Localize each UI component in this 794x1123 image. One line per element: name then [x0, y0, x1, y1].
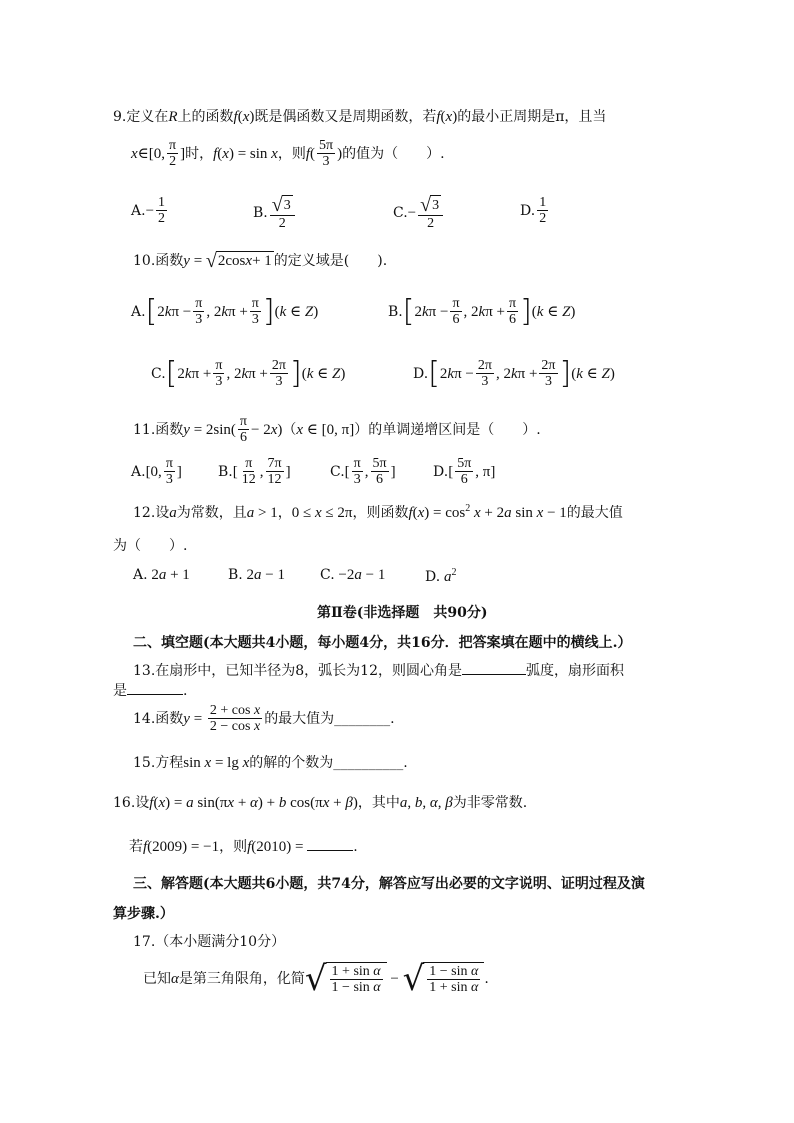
q16: 16.设f(x) = a sin(πx + α) + b cos(πx + β)，其中a, b, α, β为非零常数. — [113, 795, 528, 811]
q15: 15.方程sin x = lg x的解的个数为__________. — [133, 755, 408, 771]
q11-option-d: D.[ $\frac{5\pi}{6}$ , π] — [433, 456, 496, 488]
q12-stem: 12.设a为常数，且a > 1，0 ≤ x ≤ 2π，则函数$f(x) = \cos^2 x + 2a$ sin x − 1的最大值 — [133, 503, 623, 521]
q9-option-d: D. $\frac{1}{2}$ — [520, 195, 547, 227]
q16-line2: 若f(2009) = −1，则f(2010) = . — [129, 839, 358, 855]
q12-option-c: C. −2a − 1 — [320, 567, 386, 583]
part2-heading: 二、填空题(本大题共4小题，每小题4分，共16分．把答案填在题中的横线上.） — [133, 635, 632, 651]
q13-text: . — [183, 683, 188, 699]
q9-option-b: B. √ 3 2 — [253, 195, 297, 231]
q11-stem: 11.函数y = 2sin( $\frac{\pi}{6}$ − 2x)（x ∈ [0, π]）的单调递增区间是（ ）. — [133, 414, 541, 446]
q16-text: ，其中 — [357, 795, 400, 811]
q11-option-c: C.[ $\frac{\pi}{3}$ , $\frac{5\pi}{6}$ ] — [330, 456, 396, 488]
answer-blank — [307, 850, 353, 851]
section-title: 第Ⅱ卷(非选择题 共90分) — [317, 605, 488, 621]
q12-option-a: A. 2a + 1 — [133, 567, 190, 583]
q16-text: 为非零常数. — [452, 795, 528, 811]
q13 — [133, 660, 624, 680]
q10-text: 10.函数 — [133, 253, 184, 269]
q12-text: 为常数，且 — [176, 505, 247, 521]
q9-line1: 9.定义在R上的函数f(x)既是偶函数又是周期函数，若f(x)的最小正周期是π，且当 — [113, 109, 607, 125]
q14-text: 的最大值为________. — [264, 710, 395, 727]
q16-text: 若 — [129, 839, 143, 855]
q13-text: 弧度，扇形面积 — [526, 663, 624, 679]
q9-text: 的最小正周期是π，且当 — [457, 109, 607, 125]
q12-option-d: D. $a^2$ — [425, 567, 457, 585]
q16-text: 16.设 — [113, 795, 150, 811]
q10-stem: 10.函数y = √ 2cos x + 1 的定义域是( ). — [133, 250, 388, 272]
q13-line2 — [113, 680, 187, 700]
q11-text: （ — [282, 421, 297, 438]
q9-text: 既是偶函数又是周期函数，若 — [254, 109, 437, 125]
q17-body: 已知α是第三角限角，化简 √ $\frac{\text{1 + sin α}}{\text{1 − sin α}}$ − √ $\frac{\text{1 − sin α}}{\text{1 + sin α}}$ . — [143, 959, 489, 999]
q9-option-a: A.− $\frac{1}{2}$ — [131, 195, 166, 227]
q11-option-a: A.[0, $\frac{\pi}{3}$ ] — [131, 456, 182, 488]
q13-text: 13.在扇形中，已知半径为8，弧长为12，则圆心角是 — [133, 663, 462, 679]
q10-option-c: C.[2kπ + $\frac{\pi}{3}$ , 2kπ + $\frac{2\pi}{3}$ ](k ∈ Z) — [151, 355, 346, 391]
q15-text: 15.方程 — [133, 755, 184, 771]
answer-blank — [127, 694, 183, 695]
q12-text: 12.设 — [133, 505, 170, 521]
q17-text: 是第三角限角，化简 — [178, 971, 305, 987]
q11-option-b: B.[ $\frac{\pi}{12}$ , $\frac{7\pi}{12}$ ] — [218, 456, 291, 488]
q11-text: ）的单调递增区间是（ ）. — [354, 421, 541, 438]
q9-text: 的值为（ ）. — [342, 145, 445, 162]
q10-option-a: A.[2kπ − $\frac{\pi}{3}$ , 2kπ + $\frac{\pi}{3}$ ](k ∈ Z) — [131, 293, 319, 329]
q14-text: 14.函数 — [133, 710, 184, 727]
q17-text: 已知 — [143, 971, 171, 987]
q9-text: 时， — [185, 145, 214, 162]
part3-heading-cont: 算步骤.） — [113, 906, 174, 922]
q17-text: . — [484, 971, 489, 987]
part3-heading: 三、解答题(本大题共6小题，共74分，解答应写出必要的文字说明、证明过程及演 — [133, 876, 645, 892]
answer-blank — [462, 674, 526, 675]
q12-text: 的最大值 — [566, 505, 623, 521]
q14: 14.函数y = $\frac{\text{2 + cos x}}{\text{2 − cos x}}$ 的最大值为________. — [133, 703, 395, 735]
q17-title: 17.（本小题满分10分） — [133, 934, 286, 950]
q10-option-b: B.[2kπ − $\frac{\pi}{6}$ , 2kπ + $\frac{\pi}{6}$ ](k ∈ Z) — [388, 293, 576, 329]
q12-text: ， — [277, 505, 292, 521]
q12-text: ，则函数 — [352, 505, 409, 521]
q9-line2: x∈[0, $\frac{\pi}{2}$ ]时，f(x) = sin x，则f( $\frac{5\pi}{3}$ )的值为（ ）. — [131, 138, 445, 170]
q9-text: ，则 — [277, 145, 306, 162]
q11-text: 11.函数 — [133, 421, 184, 438]
q9-text: 上的函数 — [177, 109, 234, 125]
q15-text: 的解的个数为__________. — [249, 755, 408, 771]
q9-option-c: C.− √ 3 2 — [393, 195, 445, 231]
q13-text: 是 — [113, 683, 127, 699]
q9-text: 9.定义在 — [113, 109, 169, 125]
q10-option-d: D.[2kπ − $\frac{2\pi}{3}$ , 2kπ + $\frac{2\pi}{3}$ ](k ∈ Z) — [413, 355, 615, 391]
q12-option-b: B. 2a − 1 — [228, 567, 285, 583]
q16-text: ，则 — [219, 839, 248, 855]
q10-text: 的定义域是( ). — [273, 253, 388, 269]
q16-text: . — [353, 839, 358, 855]
q12-line2: 为（ ）. — [113, 538, 188, 554]
